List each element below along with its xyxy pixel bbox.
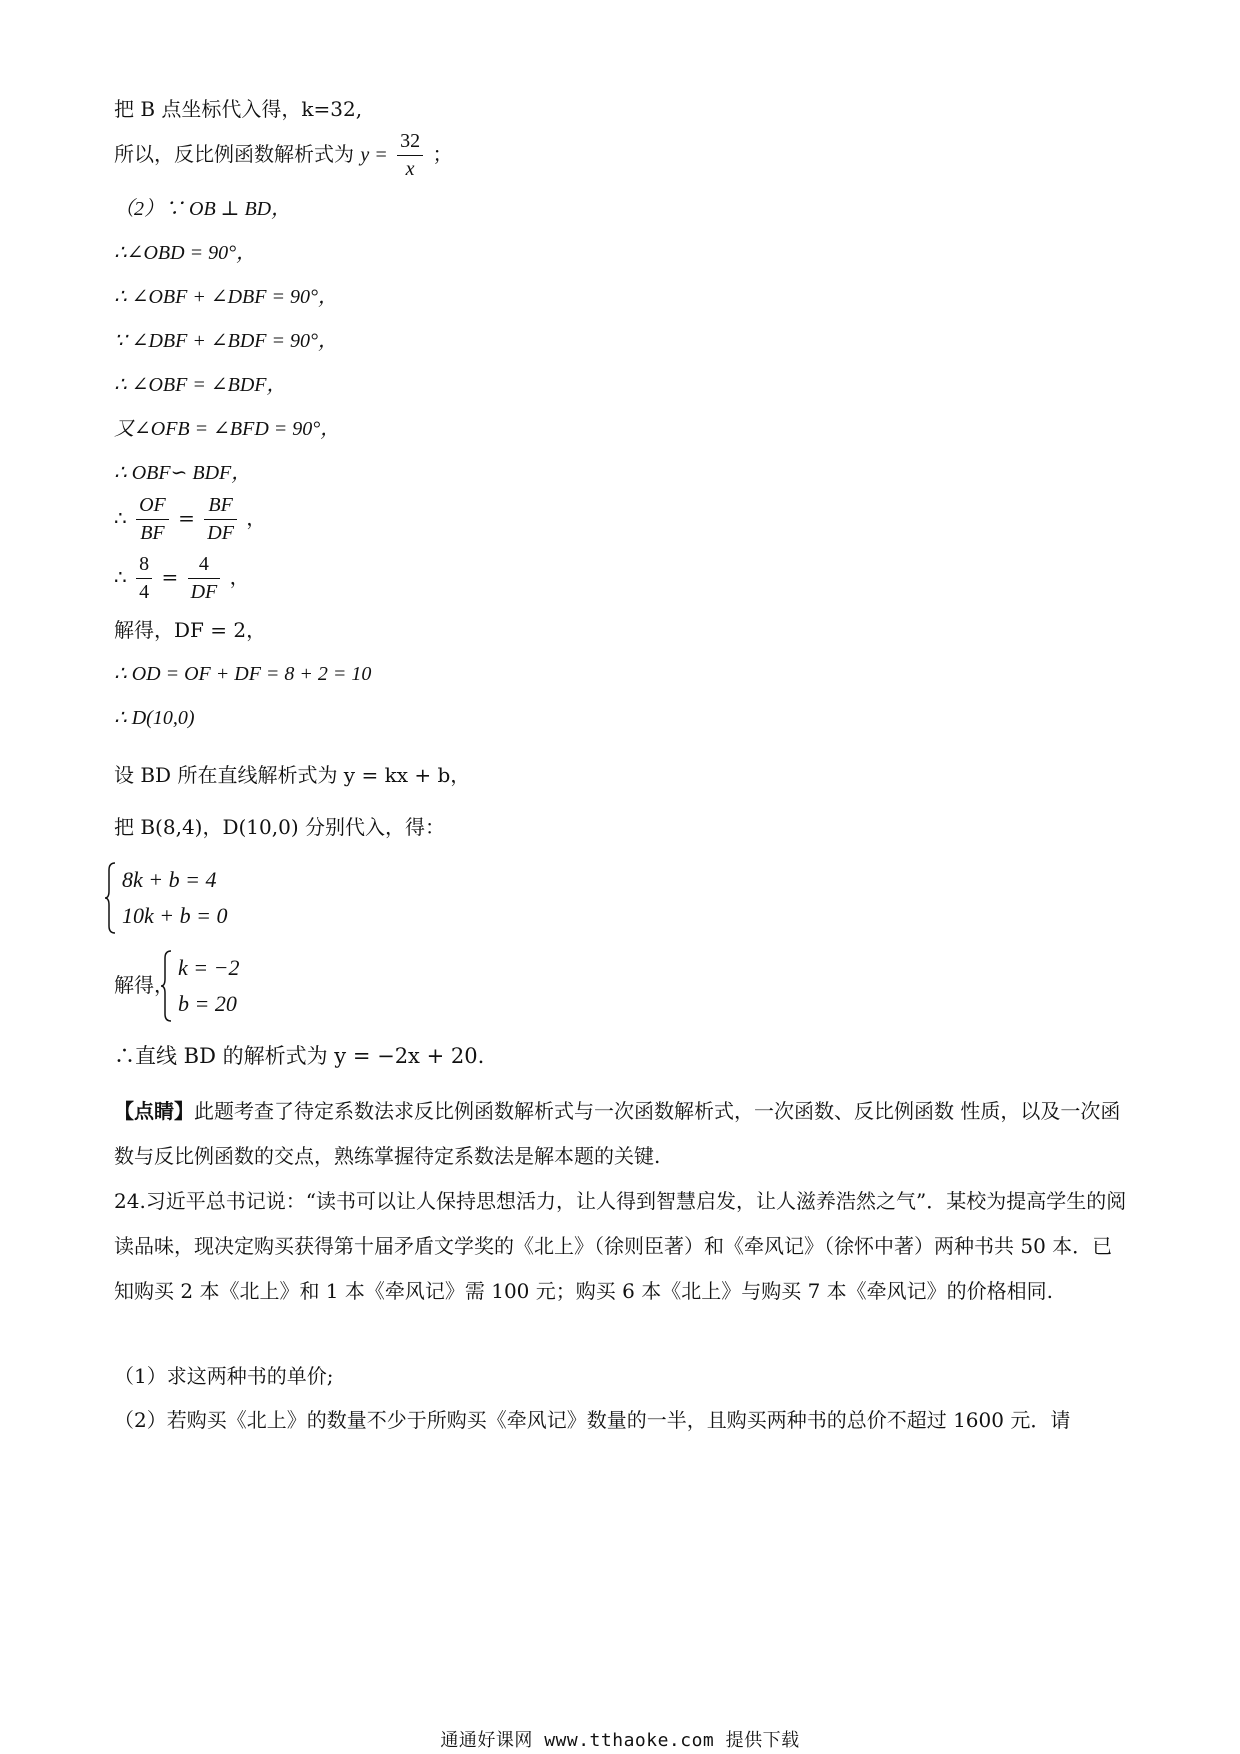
angle-line-3: ∵ ∠DBF + ∠BDF = 90°， <box>114 330 338 352</box>
inverse-prefix: 所以，反比例函数解析式为 <box>114 142 361 166</box>
sub-denominator-2: DF <box>190 581 218 603</box>
similar-triangles-line: ∴ OBF∽ BDF， <box>114 462 252 484</box>
system2-equation-1: k = −2 <box>178 955 240 980</box>
question-part-2: （2）若购买《北上》的数量不少于所购买《牵风记》数量的一半，且购买两种书的总价不超过 1600 元．请 <box>114 1408 1071 1432</box>
angle-line-1: ∴∠OBD = 90°， <box>114 242 257 264</box>
download-footer: 通通好课网 www.tthaoke.com 提供下载 <box>440 1730 800 1751</box>
question-part-1: （1）求这两种书的单价; <box>114 1364 334 1388</box>
comment-paragraph <box>114 1089 1129 1179</box>
system1-equation-1: 8k + b = 4 <box>122 867 217 892</box>
part2-line: （2）∵ OB ⊥ BD， <box>114 198 292 220</box>
question-24: 24.习近平总书记说：“读书可以让人保持思想活力，让人得到智慧启发，让人滋养浩然之气”．某校为提高学生的阅读品味，现决定购买获得第十届矛盾文学奖的《北上》（徐则臣著）和《牵风记》（徐怀中著）两种书共 50 本．已知购买 2 本《北上》和 1 本《牵风记》需 100 元；购买 6 本《北上》与购买 7 本《牵风记》的价格相同. <box>114 1189 1127 1303</box>
comment-text: 此题考查了待定系数法求反比例函数解析式与一次函数解析式，一次函数、反比例函数 性质，以及一次函数与反比例函数的交点，熟练掌握待定系数法是解本题的关键. <box>114 1099 1121 1168</box>
ratio-prefix: ∴ <box>114 506 134 530</box>
sub-suffix: ， <box>229 565 250 589</box>
equation-system-1 <box>104 862 227 934</box>
ratio-numerator-1: OF <box>136 494 169 520</box>
ratio-fraction-1 <box>136 494 169 545</box>
comment-label: 【点睛】 <box>114 1099 194 1123</box>
angle-line-5: 又∠OFB = ∠BFD = 90°， <box>114 418 341 440</box>
sub-numerator-1: 8 <box>136 553 152 579</box>
sub-denominator-1: 4 <box>139 581 150 603</box>
ratio-denominator-1: BF <box>140 522 165 544</box>
final-line: ∴直线 BD 的解析式为 y = −2x + 20. <box>114 1044 485 1068</box>
ratio-suffix: ， <box>246 506 267 530</box>
df-result-line: 解得，DF = 2， <box>114 618 267 642</box>
angle-line-4: ∴ ∠OBF = ∠BDF， <box>114 374 287 396</box>
system2-equation-2: b = 20 <box>178 991 237 1016</box>
substitute-line: 把 B(8,4)，D(10,0) 分别代入，得： <box>114 815 445 839</box>
b-substitution-line: 把 B 点坐标代入得，k=32, <box>114 97 363 121</box>
sub-fraction-2 <box>188 553 221 604</box>
inverse-function-line <box>114 130 452 181</box>
left-brace-icon <box>104 862 116 934</box>
ratio-denominator-2: DF <box>207 522 234 544</box>
ratio-numerator-2: BF <box>204 494 237 520</box>
od-line: ∴ OD = OF + DF = 8 + 2 = 10 <box>114 663 372 685</box>
angle-line-2: ∴ ∠OBF + ∠DBF = 90°， <box>114 286 338 308</box>
inverse-y: y = <box>360 144 388 166</box>
sub-prefix: ∴ <box>114 565 134 589</box>
inverse-numerator: 32 <box>397 130 423 156</box>
sub-equals: = <box>161 565 179 589</box>
inverse-denominator: x <box>405 158 415 180</box>
point-d-line: ∴ D(10,0) <box>114 707 195 729</box>
system1-equation-2: 10k + b = 0 <box>122 903 228 928</box>
inverse-fraction <box>397 130 423 181</box>
left-brace-icon <box>160 950 172 1022</box>
set-bd-line: 设 BD 所在直线解析式为 y = kx + b， <box>114 763 471 787</box>
ratio-fraction-2 <box>204 494 237 545</box>
equation-system-2 <box>160 950 239 1022</box>
sub-fraction-1 <box>136 553 152 604</box>
solve-label: 解得， <box>114 973 174 997</box>
inverse-suffix: ； <box>432 142 453 166</box>
sub-numerator-2: 4 <box>188 553 221 579</box>
ratio-line <box>114 494 266 545</box>
ratio-equals: = <box>178 506 195 530</box>
substituted-ratio-line <box>114 553 250 604</box>
